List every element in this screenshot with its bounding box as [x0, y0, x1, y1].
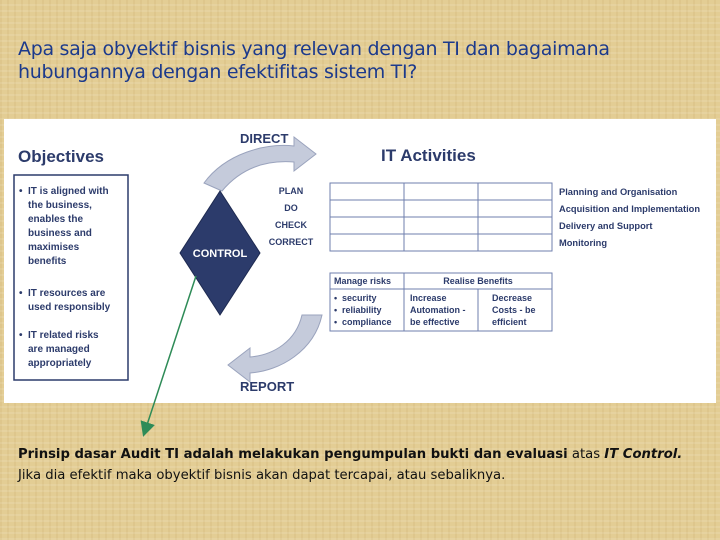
objectives-list: [19, 186, 111, 369]
caption-line-1: [18, 444, 708, 465]
objective-2-line: IT resources are: [28, 288, 106, 299]
risk-bullet: •: [334, 305, 338, 315]
objective-3-line: IT related risks: [28, 330, 99, 341]
objective-1-line: the business,: [28, 200, 92, 211]
report-arrow: [228, 315, 322, 382]
risk-bullet: •: [334, 317, 338, 327]
it-activity-planning: Planning and Organisation: [559, 187, 678, 197]
objective-3-line: appropriately: [28, 358, 92, 369]
objective-3-line: are managed: [28, 344, 90, 355]
risk-security: security: [342, 293, 377, 303]
slide-title-line-1: Apa saja obyektif bisnis yang relevan dengan TI dan bagaimana: [18, 38, 610, 60]
it-activity-acquisition: Acquisition and Implementation: [559, 204, 701, 214]
slide-title-line-2: hubungannya dengan efektifitas sistem TI?: [18, 61, 418, 83]
objective-1-line: maximises: [28, 242, 80, 253]
caption-line-1-regular: atas: [571, 447, 601, 462]
benefit-decrease-line: Decrease: [492, 293, 533, 303]
risks-header: Manage risks: [334, 276, 392, 286]
caption-line-1-italic: IT Control.: [604, 447, 683, 462]
cycle-step-correct: CORRECT: [268, 237, 314, 247]
it-governance-diagram: [4, 119, 716, 403]
it-activity-monitoring: Monitoring: [559, 238, 608, 248]
it-activities-heading: IT Activities: [381, 146, 476, 165]
benefits-header: Realise Benefits: [443, 276, 513, 286]
objective-bullet: •: [19, 186, 23, 197]
it-activities-list: [559, 187, 700, 248]
risk-bullet: •: [334, 293, 338, 303]
risk-reliability: reliability: [342, 305, 382, 315]
objective-bullet: •: [19, 288, 23, 299]
cycle-steps: [269, 186, 314, 247]
caption-line-2: Jika dia efektif maka obyektif bisnis akan dapat tercapai, atau sebaliknya.: [18, 468, 506, 483]
it-activities-grid: [330, 183, 552, 251]
caption-line-1-bold: Prinsip dasar Audit TI adalah melakukan pengumpulan bukti dan evaluasi: [18, 447, 568, 462]
cycle-step-plan: PLAN: [278, 186, 304, 196]
objective-1-line: business and: [28, 228, 92, 239]
objectives-heading: Objectives: [18, 147, 104, 166]
benefit-increase-line: Automation -: [410, 305, 466, 315]
benefit-increase-line: Increase: [410, 293, 447, 303]
objective-1-line: benefits: [28, 256, 67, 267]
objective-1-line: IT is aligned with: [28, 186, 109, 197]
slide-title: [18, 38, 708, 84]
report-label: REPORT: [240, 379, 295, 394]
objective-2-line: used responsibly: [28, 302, 111, 313]
benefit-increase-line: be effective: [410, 317, 460, 327]
risk-compliance: compliance: [342, 317, 392, 327]
direct-label: DIRECT: [240, 131, 289, 146]
it-activity-delivery: Delivery and Support: [559, 221, 653, 231]
objective-bullet: •: [19, 330, 23, 341]
caption: [18, 444, 708, 486]
benefit-decrease-line: Costs - be: [492, 305, 536, 315]
objective-1-line: enables the: [28, 214, 84, 225]
benefit-decrease-line: efficient: [492, 317, 527, 327]
control-label: CONTROL: [192, 248, 248, 260]
cycle-step-check: CHECK: [274, 220, 308, 230]
cycle-step-do: DO: [284, 203, 298, 213]
